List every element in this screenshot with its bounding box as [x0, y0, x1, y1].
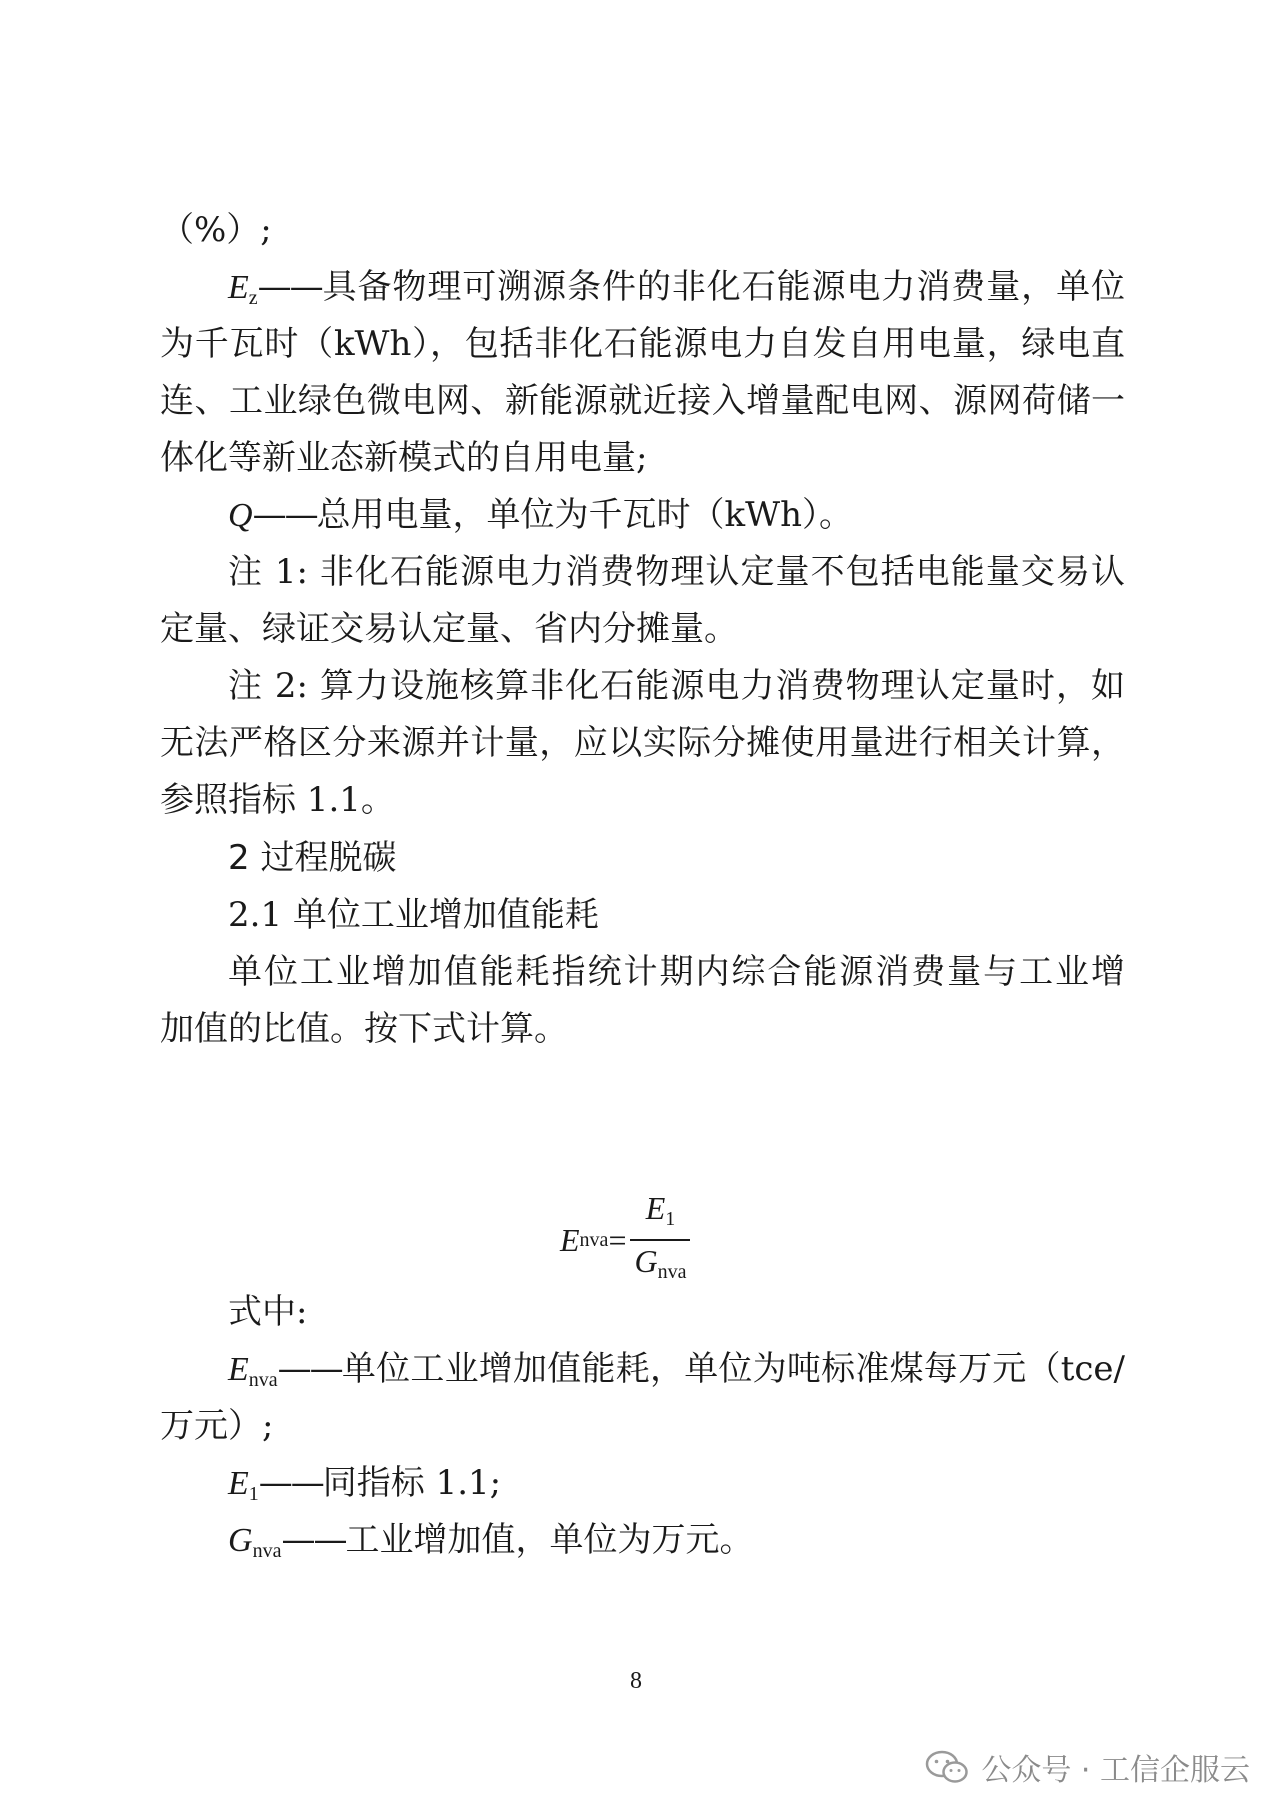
watermark [925, 1745, 1250, 1789]
paragraph-line [228, 950, 1125, 994]
variable-symbol: E [228, 1351, 249, 1388]
formula-fraction [630, 1190, 690, 1290]
note-1 [228, 550, 1125, 594]
line-text: 加值的比值。按下式计算。 [160, 1009, 568, 1049]
definition-gnva [228, 1518, 1125, 1573]
em-dash: —— [281, 1520, 346, 1560]
paragraph-line [160, 607, 1125, 651]
line-text: 式中: [228, 1292, 308, 1332]
note-2 [228, 664, 1125, 708]
watermark-text: 公众号 · 工信企服云 [981, 1753, 1250, 1788]
formula-lhs-var: E [560, 1221, 580, 1258]
definition-q [228, 493, 1125, 538]
definition-e1 [228, 1461, 1125, 1516]
fraction-numerator [642, 1190, 680, 1239]
paragraph-line [160, 1404, 1125, 1448]
variable-subscript: nva [252, 1540, 282, 1562]
fraction-denominator [630, 1241, 690, 1290]
line-text: 总用电量，单位为千瓦时（kWh）。 [316, 495, 854, 535]
denominator-sub: nva [657, 1261, 687, 1283]
em-dash: —— [277, 1349, 342, 1389]
line-text: 同指标 1.1; [322, 1463, 502, 1503]
page-number: 8 [630, 1668, 642, 1694]
paragraph-line [160, 322, 1125, 366]
variable-subscript: 1 [248, 1483, 259, 1505]
em-dash: —— [257, 267, 322, 307]
paragraph-line [228, 1290, 1125, 1334]
variable-symbol: E [228, 269, 249, 306]
variable-symbol: E [228, 1465, 249, 1502]
variable-subscript: z [248, 287, 258, 309]
line-text: 无法严格区分来源并计量，应以实际分摊使用量进行相关计算， [160, 723, 1125, 763]
line-text: （%）; [160, 210, 272, 250]
line-text: 注 1: 非化石能源电力消费物理认定量不包括电能量交易认 [228, 552, 1125, 592]
wechat-icon [925, 1749, 969, 1785]
paragraph-line [160, 721, 1125, 765]
line-text: 定量、绿证交易认定量、省内分摊量。 [160, 609, 738, 649]
variable-symbol: G [228, 1522, 253, 1559]
line-text: 体化等新业态新模式的自用电量; [160, 438, 648, 478]
paragraph-line [160, 1007, 1125, 1051]
variable-symbol: Q [228, 497, 253, 534]
em-dash: —— [252, 495, 317, 535]
paragraph-line [160, 379, 1125, 423]
denominator-var: G [634, 1243, 658, 1279]
numerator-sub: 1 [665, 1208, 676, 1230]
line-text: 单位工业增加值能耗，单位为吨标准煤每万元（tce/ [341, 1349, 1125, 1389]
formula-equals: = [608, 1221, 627, 1258]
line-text: 连、工业绿色微电网、新能源就近接入增量配电网、源网荷储一 [160, 381, 1125, 421]
heading-text: 2.1 单位工业增加值能耗 [228, 895, 599, 935]
subsection-heading [228, 893, 1125, 937]
line-text: 工业增加值，单位为万元。 [345, 1520, 754, 1560]
line-text: 参照指标 1.1。 [160, 780, 395, 820]
definition-ez [228, 265, 1125, 320]
definition-enva [228, 1347, 1125, 1402]
line-text: 为千瓦时（kWh），包括非化石能源电力自发自用电量，绿电直 [160, 324, 1125, 364]
paragraph-line [160, 436, 1125, 480]
line-text: 具备物理可溯源条件的非化石能源电力消费量，单位 [321, 267, 1125, 307]
section-heading [228, 836, 1125, 880]
paragraph-line [160, 778, 1125, 822]
numerator-var: E [645, 1190, 666, 1226]
formula-enva [560, 1190, 690, 1290]
heading-text: 2 过程脱碳 [228, 838, 397, 878]
line-text: 注 2: 算力设施核算非化石能源电力消费物理认定量时，如 [228, 666, 1125, 706]
paragraph-line [160, 208, 1125, 252]
em-dash: —— [258, 1463, 323, 1503]
line-text: 单位工业增加值能耗指统计期内综合能源消费量与工业增 [228, 952, 1125, 992]
line-text: 万元）; [160, 1406, 274, 1446]
variable-subscript: nva [248, 1369, 278, 1391]
formula-lhs-sub: nva [579, 1228, 609, 1251]
